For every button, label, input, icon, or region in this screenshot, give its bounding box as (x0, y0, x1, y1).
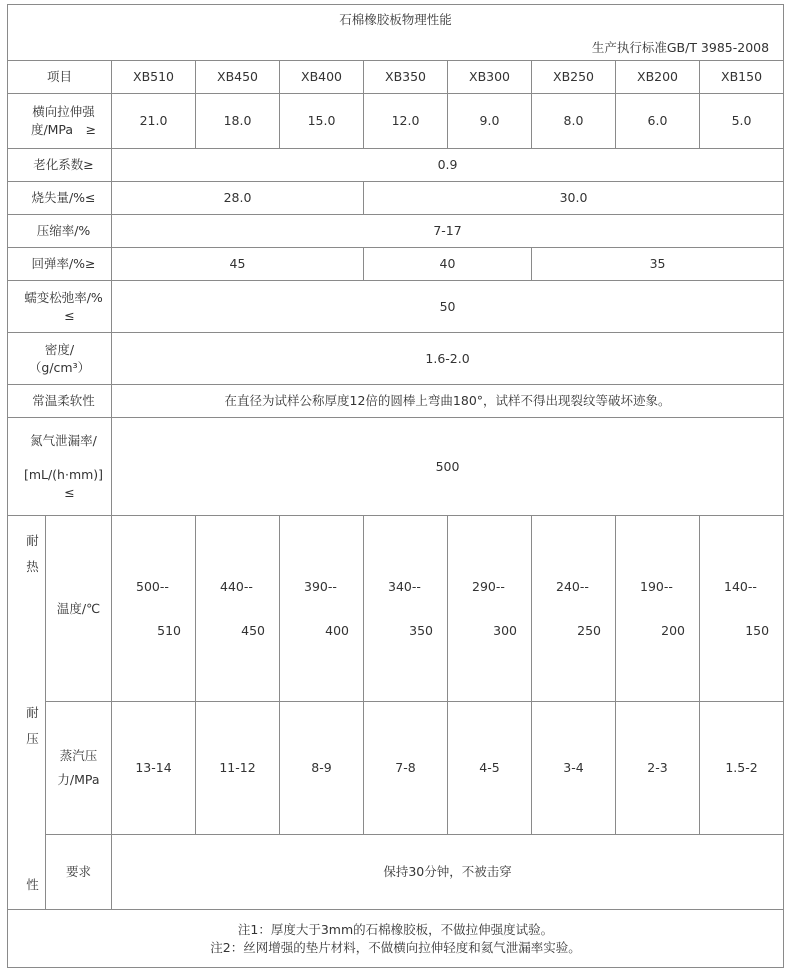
temperature-from: 240-- (556, 578, 589, 594)
density-row (8, 333, 784, 385)
heat-pressure-side-label (8, 516, 46, 910)
table-title: 石棉橡胶板物理性能 (339, 12, 452, 27)
side-char: 热 (26, 558, 39, 574)
temperature-to: 300 (493, 622, 517, 638)
tensile-value: 5.0 (700, 94, 784, 149)
temperature-range (700, 516, 784, 702)
nitrogen-value: 500 (112, 418, 784, 516)
aging-label: 老化系数≥ (8, 149, 112, 182)
temperature-to: 400 (325, 622, 349, 638)
header-row (8, 61, 784, 94)
temperature-range (364, 516, 448, 702)
header-grade: XB400 (280, 61, 364, 94)
ignition-value-b: 30.0 (364, 182, 784, 215)
tensile-value: 8.0 (532, 94, 616, 149)
title-cell (8, 5, 784, 61)
pressure-value: 1.5-2 (700, 702, 784, 835)
header-grade: XB200 (616, 61, 700, 94)
notes-cell (8, 910, 784, 968)
pressure-value: 7-8 (364, 702, 448, 835)
compression-label: 压缩率/% (8, 215, 112, 248)
compression-row (8, 215, 784, 248)
properties-table (7, 4, 784, 968)
header-grade: XB450 (196, 61, 280, 94)
pressure-value: 3-4 (532, 702, 616, 835)
temperature-range (112, 516, 196, 702)
nitrogen-label (8, 418, 112, 516)
nitrogen-row (8, 418, 784, 516)
nitrogen-label-line1: 氮气泄漏率/ (30, 432, 97, 448)
tensile-label-line1: 横向拉伸强 (32, 104, 95, 119)
temperature-from: 390-- (304, 578, 337, 594)
rebound-value-c: 35 (532, 248, 784, 281)
tensile-value: 6.0 (616, 94, 700, 149)
nitrogen-label-line3: ≤ (64, 484, 75, 500)
flexibility-label: 常温柔软性 (8, 385, 112, 418)
note-1: 注1：厚度大于3mm的石棉橡胶板，不做拉伸强度试验。 (237, 921, 554, 937)
tensile-value: 12.0 (364, 94, 448, 149)
temperature-range (196, 516, 280, 702)
rebound-value-a: 45 (112, 248, 364, 281)
pressure-label-line2: 力/MPa (57, 772, 100, 787)
temperature-from: 340-- (388, 578, 421, 594)
pressure-value: 4-5 (448, 702, 532, 835)
rebound-value-b: 40 (364, 248, 532, 281)
temperature-label: 温度/℃ (46, 516, 112, 702)
creep-label-line2: ≤ (64, 307, 75, 323)
pressure-value: 2-3 (616, 702, 700, 835)
pressure-label (46, 702, 112, 835)
aging-value: 0.9 (112, 149, 784, 182)
flexibility-row (8, 385, 784, 418)
temperature-to: 450 (241, 622, 265, 638)
tensile-label-line2: 度/MPa ≥ (30, 122, 97, 137)
creep-label-line1: 蠕变松弛率/% (24, 289, 103, 305)
creep-row (8, 281, 784, 333)
flexibility-value: 在直径为试样公称厚度12倍的圆棒上弯曲180°，试样不得出现裂纹等破坏迹象。 (112, 385, 784, 418)
temperature-range (532, 516, 616, 702)
temperature-row (8, 516, 784, 702)
tensile-label (8, 94, 112, 149)
creep-label (8, 281, 112, 333)
header-grade: XB150 (700, 61, 784, 94)
creep-value: 50 (112, 281, 784, 333)
temperature-from: 500-- (136, 578, 169, 594)
ignition-value-a: 28.0 (112, 182, 364, 215)
pressure-value: 8-9 (280, 702, 364, 835)
requirement-label: 要求 (46, 835, 112, 910)
note-2: 注2：丝网增强的垫片材料，不做横向拉伸轻度和氦气泄漏率实验。 (210, 939, 581, 955)
tensile-value: 15.0 (280, 94, 364, 149)
density-value: 1.6-2.0 (112, 333, 784, 385)
notes-row (8, 910, 784, 968)
ignition-row (8, 182, 784, 215)
temperature-to: 350 (409, 622, 433, 638)
temperature-to: 150 (745, 622, 770, 638)
pressure-value: 11-12 (196, 702, 280, 835)
side-char: 压 (26, 730, 39, 746)
side-char: 耐 (26, 704, 39, 720)
header-grade: XB300 (448, 61, 532, 94)
side-char: 性 (26, 876, 39, 892)
pressure-label-line1: 蒸汽压 (59, 748, 98, 763)
tensile-row (8, 94, 784, 149)
temperature-from: 440-- (220, 578, 253, 594)
aging-row (8, 149, 784, 182)
standard-text: 生产执行标准GB/T 3985-2008 (591, 40, 770, 55)
temperature-from: 140-- (724, 578, 757, 594)
rebound-label: 回弹率/%≥ (8, 248, 112, 281)
header-grade: XB250 (532, 61, 616, 94)
density-label-line2: （g/cm³） (28, 359, 91, 375)
temperature-range (616, 516, 700, 702)
title-row (8, 5, 784, 61)
ignition-label: 烧失量/%≤ (8, 182, 112, 215)
requirement-row (8, 835, 784, 910)
side-char: 耐 (26, 532, 39, 548)
tensile-value: 18.0 (196, 94, 280, 149)
pressure-value: 13-14 (112, 702, 196, 835)
temperature-from: 190-- (640, 578, 673, 594)
tensile-value: 21.0 (112, 94, 196, 149)
temperature-to: 200 (661, 622, 685, 638)
density-label-line1: 密度/ (44, 341, 75, 357)
temperature-to: 510 (157, 622, 181, 638)
temperature-from: 290-- (472, 578, 505, 594)
header-grade: XB510 (112, 61, 196, 94)
requirement-value: 保持30分钟，不被击穿 (112, 835, 784, 910)
header-grade: XB350 (364, 61, 448, 94)
compression-value: 7-17 (112, 215, 784, 248)
temperature-to: 250 (577, 622, 601, 638)
temperature-range (448, 516, 532, 702)
nitrogen-label-line2: [mL/(h·mm)] (23, 466, 104, 482)
header-item-label: 项目 (8, 61, 112, 94)
rebound-row (8, 248, 784, 281)
temperature-range (280, 516, 364, 702)
pressure-row (8, 702, 784, 835)
tensile-value: 9.0 (448, 94, 532, 149)
density-label (8, 333, 112, 385)
